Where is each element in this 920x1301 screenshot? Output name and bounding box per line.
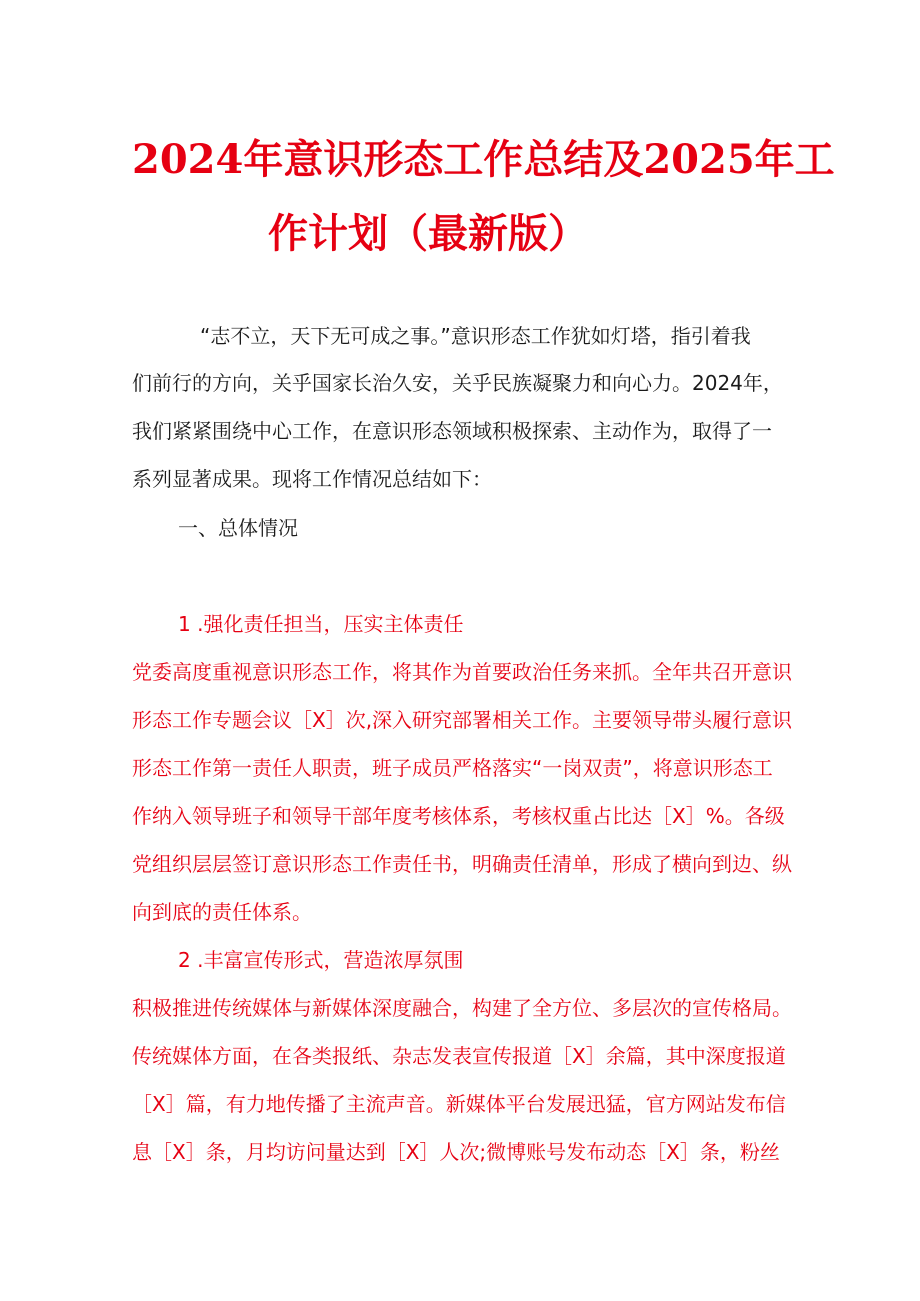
paragraph-line: 作纳入领导班子和领导干部年度考核体系，考核权重占比达［X］%。各级	[132, 804, 785, 828]
paragraph-line: 党组织层层签订意识形态工作责任书，明确责任清单，形成了横向到边、纵	[132, 852, 792, 876]
intro-line: “志不立，天下无可成之事。”意识形态工作犹如灯塔，指引着我	[200, 324, 751, 348]
paragraph-line: 积极推进传统媒体与新媒体深度融合，构建了全方位、多层次的宣传格局。	[132, 996, 792, 1020]
subsection-heading-1: 1 .强化责任担当，压实主体责任	[178, 612, 464, 636]
intro-line: 们前行的方向，关乎国家长治久安，关乎民族凝聚力和向心力。2024年，	[132, 371, 783, 395]
paragraph-line: 党委高度重视意识形态工作，将其作为首要政治任务来抓。全年共召开意识	[132, 660, 792, 684]
intro-line: 我们紧紧围绕中心工作，在意识形态领域积极探索、主动作为，取得了一	[132, 419, 772, 443]
intro-line: 系列显著成果。现将工作情况总结如下：	[132, 467, 492, 491]
document-title-line-2: 作计划（最新版）	[268, 210, 588, 257]
paragraph-line: ［X］篇，有力地传播了主流声音。新媒体平台发展迅猛，官方网站发布信	[132, 1092, 786, 1116]
section-heading: 一、总体情况	[178, 516, 298, 540]
subsection-heading-2: 2 .丰富宣传形式，营造浓厚氛围	[178, 948, 464, 972]
paragraph-line: 形态工作第一责任人职责，班子成员严格落实“一岗双责”，将意识形态工	[132, 756, 773, 780]
document-title-line-1: 2024年意识形态工作总结及2025年工	[132, 136, 835, 183]
paragraph-line: 息［X］条，月均访问量达到［X］人次;微博账号发布动态［X］条，粉丝	[132, 1140, 780, 1164]
paragraph-line: 向到底的责任体系。	[132, 900, 312, 924]
paragraph-line: 传统媒体方面，在各类报纸、杂志发表宣传报道［X］余篇，其中深度报道	[132, 1044, 786, 1068]
paragraph-line: 形态工作专题会议［X］次,深入研究部署相关工作。主要领导带头履行意识	[132, 708, 793, 732]
